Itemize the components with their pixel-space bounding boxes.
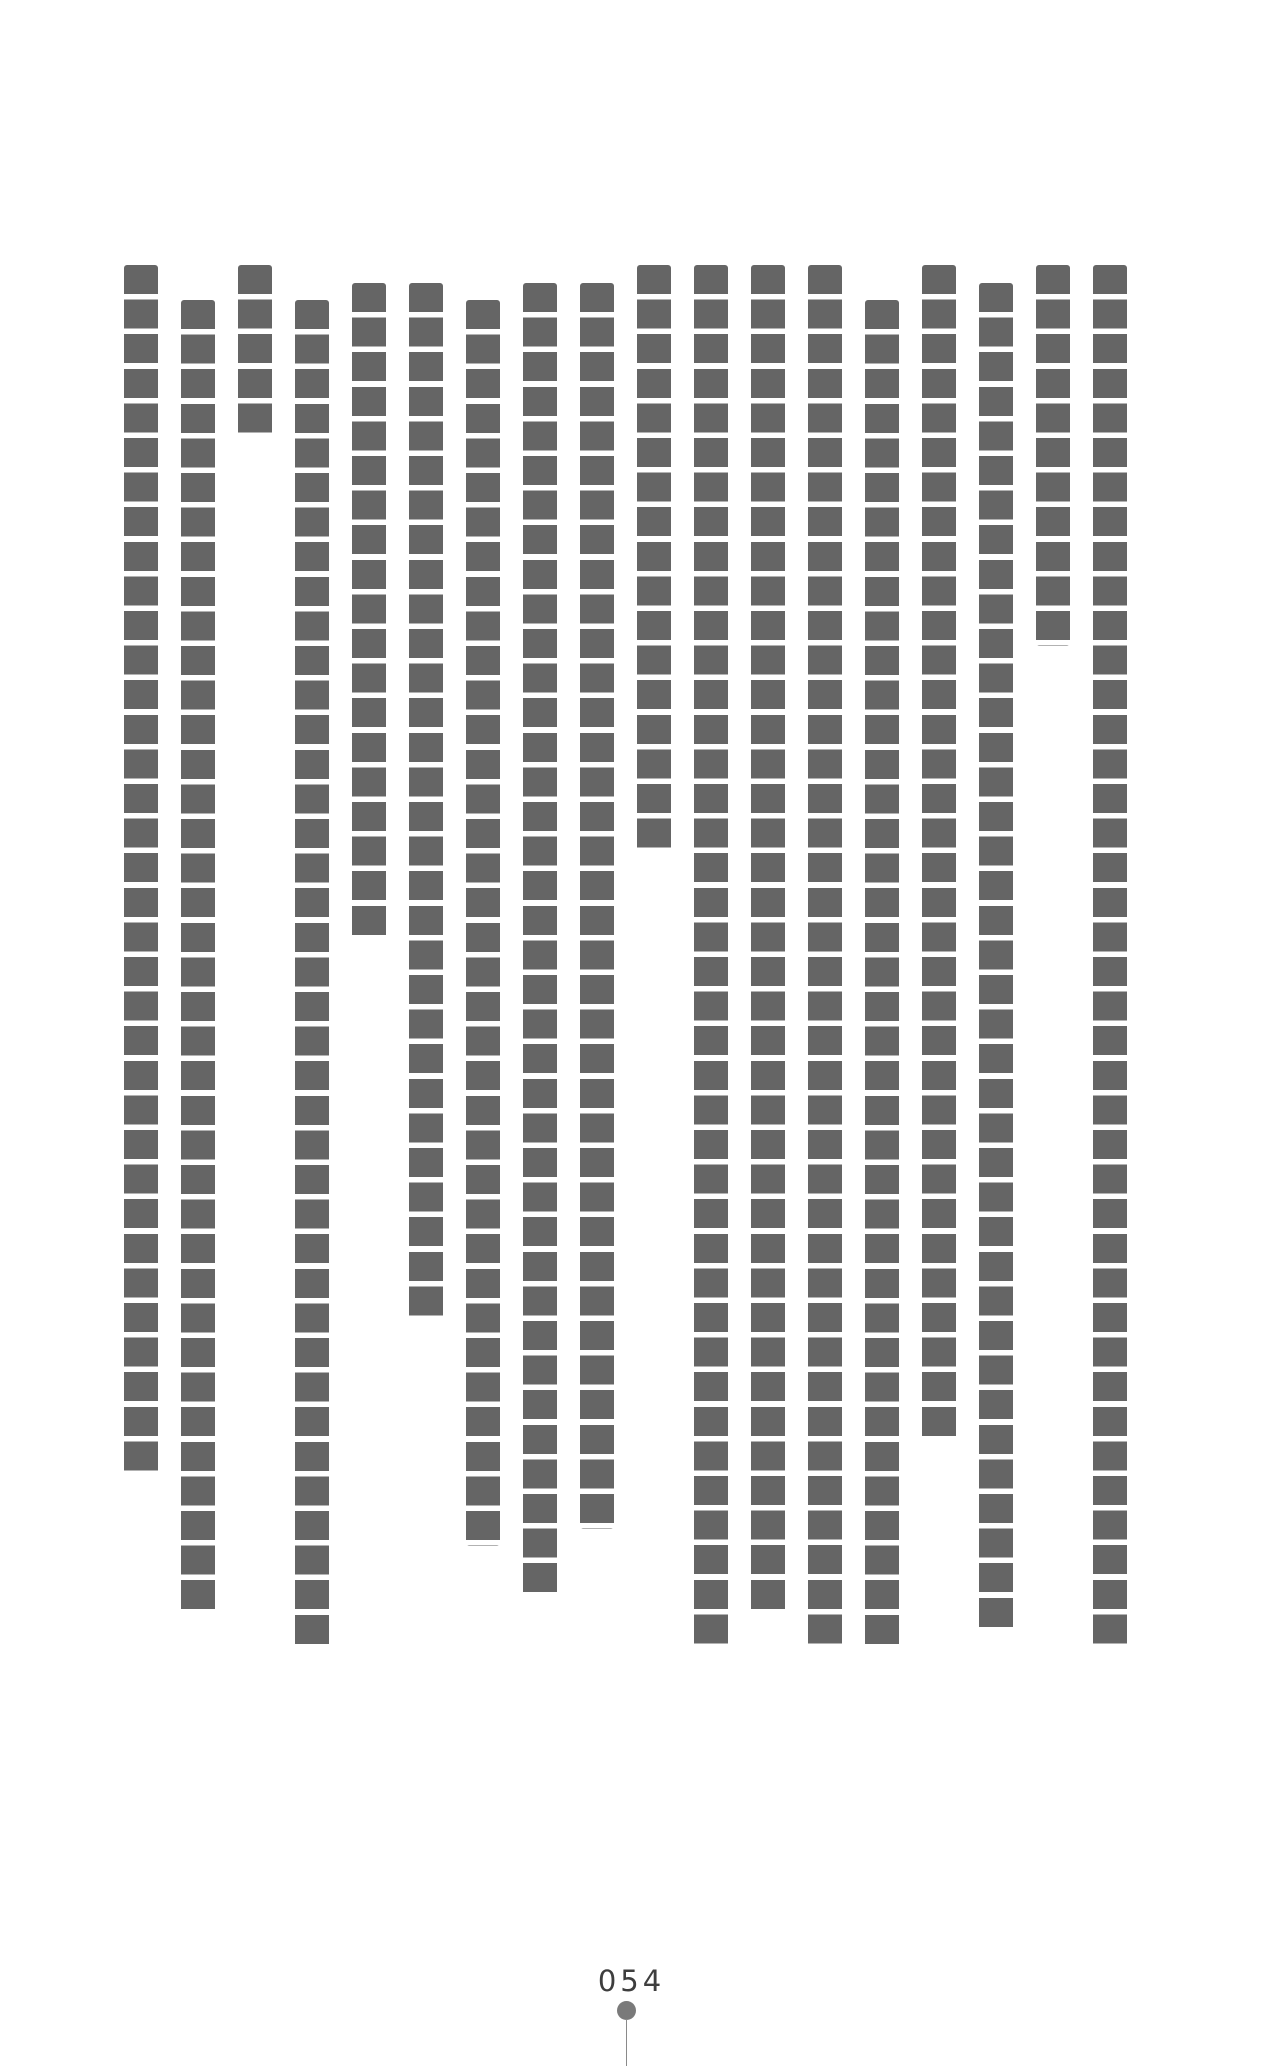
footer-ornament-dot: [617, 2001, 636, 2020]
text-column-redacted: [409, 283, 443, 1321]
text-column-redacted: [979, 283, 1013, 1632]
text-column-redacted: [694, 265, 728, 1649]
text-column-redacted: [238, 265, 272, 438]
text-column-redacted: [1036, 265, 1070, 646]
text-column-redacted: [637, 265, 671, 853]
text-column-redacted: [580, 283, 614, 1529]
text-column-redacted: [751, 265, 785, 1614]
text-column-redacted: [181, 300, 215, 1615]
text-column-redacted: [466, 300, 500, 1546]
text-column-redacted: [922, 265, 956, 1441]
text-column-redacted: [124, 265, 158, 1476]
page-number: 054: [597, 1964, 666, 1998]
text-column-redacted: [523, 283, 557, 1598]
text-column-redacted: [1093, 265, 1127, 1649]
footer-ornament-line: [626, 2019, 627, 2066]
text-column-redacted: [295, 300, 329, 1649]
text-column-redacted: [865, 300, 899, 1649]
text-column-redacted: [352, 283, 386, 940]
text-column-redacted: [808, 265, 842, 1649]
